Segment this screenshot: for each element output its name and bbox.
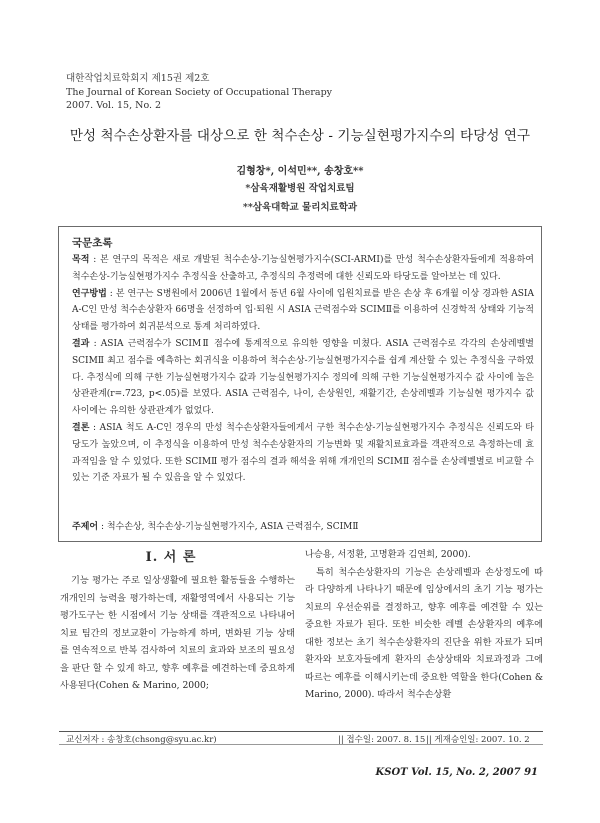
section-heading-introduction: Ⅰ. 서 론 [145,550,197,565]
abstract-purpose [72,252,534,286]
section-text: 본 연구는 S병원에서 2006년 1월에서 동년 6월 사이에 입원치료를 받은 손상 후 6개월 이상 경과한 ASIA A-C인 만성 척수손상환자 66명을 선정하여 입·퇴원 시 ASIA 근력점수와 SCIMⅡ를 이용하여 신경학적 상태와 기능적 상태를 평가하여 회귀분석으로 통계 처리하였다. [72,288,534,333]
section-label: 연구방법 [72,288,107,299]
abstract-conclusion [72,420,534,487]
keywords-text: 척수손상, 척수손상-기능실현평가지수, ASIA 근력점수, SCIMⅡ [106,522,359,532]
label-separator: : [89,422,100,433]
section-text: ASIA 근력점수가 SCIMⅡ 점수에 통계적으로 유의한 영향을 미쳤다. ASIA 근력점수로 각각의 손상레벨별 SCIMⅡ 최고 점수를 예측하는 회귀식을 이용하여 척수손상-기능실현평가지수를 쉽게 계산할 수 있는 추정식을 구하였다. 추정식에 의해 구한 기능실현평가지수 값과 기능실현평가지수 정의에 의해 구한 기능실현평가지수 값 사이에 높은 상관관계(r=.723, p<.05)를 보였다. ASIA 근력점수, 나이, 손상원인, 재활기간, 손상레벨과 기능실현 평가지수 값 사이에는 유의한 상관관계가 없었다. [72,338,534,417]
section-text: 본 연구의 목적은 새로 개발된 척수손상-기능실현평가지수(SCI-ARMI)를 만성 척수손상환자들에게 적용하여 척수손상-기능실현평가지수 추정식을 산출하고, 추정식의 추정력에 대한 신뢰도와 타당도를 알아보는 데 있다. [72,255,534,282]
keywords [72,519,534,532]
abstract-body [72,252,534,487]
author-block [0,162,600,217]
section-label: 결과 [72,338,90,349]
journal-header [66,72,332,113]
abstract-results [72,336,534,420]
intro-paragraph-2: 특히 척수손상환자의 기능은 손상레벨과 손상정도에 따라 다양하게 나타나기 때문에 임상에서의 초기 기능 평가는 치료의 우선순위를 결정하고, 향후 예후를 예견할 수 있는 중요한 자료가 된다. 또한 비슷한 레벨 손상환자의 예후에 대한 정보는 초기 척수손상환자의 진단을 위한 자료가 되며 환자와 보호자들에게 환자의 손상상태와 치료과정과 그에 따르는 예후를 이해시키는데 중요한 역할을 한다(Cohen & Marino, 2000). 따라서 척수손상환 [305,566,543,700]
section-text: ASIA 척도 A-C인 경우의 만성 척수손상환자들에게서 구한 척수손상-기능실현평가지수 추정식은 신뢰도와 타당도가 높았으며, 이 추정식을 이용하여 만성 척수손상환자의 기능변화 및 재활치료효과를 객관적으로 측정하는데 효과적임을 알 수 있었다. 또한 SCIMⅡ 평가 점수의 결과 해석을 위해 개개인의 SCIMⅡ 점수를 손상레벨별로 비교할 수 있는 기준 자료가 될 수 있음을 알 수 있었다. [72,422,534,484]
section-label: 목적 [72,255,90,265]
footer-divider [59,731,543,732]
label-separator: : [89,338,101,349]
citation-continuation: 나승용, 서정환, 고명환과 김연희, 2000). [305,549,471,560]
author-names: 김형창*, 이석민**, 송창호** [236,166,364,177]
accepted-date: || 게재승인일: 2007. 10. 2 [426,735,530,745]
received-date: || 접수일: 2007. 8. 15 [338,735,426,745]
intro-paragraph: 기능 평가는 주로 일상생활에 필요한 활동들을 수행하는 개개인의 능력을 평가하는데, 재활영역에서 사용되는 기능 평가도구는 한 시점에서 기능 상태를 객관적으로 나타내어 치료 팀간의 정보교환이 가능하게 하며, 변화된 기능 상태를 연속적으로 반복 검사하여 치료의 효과와 보조의 필요성을 판단 할 수 있게 하고, 향후 예후를 예견하는데 중요하게 사용된다(Cohen & Marino, 2000; [60,575,295,691]
right-column [305,546,543,704]
journal-volume: 2007. Vol. 15, No. 2 [66,100,162,111]
affiliation-2: **삼육대학교 물리치료학과 [242,202,358,213]
journal-name-english: The Journal of Korean Society of Occupational Therapy [66,86,333,98]
paper-title: 만성 척수손상환자를 대상으로 한 척수손상 - 기능실현평가지수의 타당성 연구 [69,128,531,144]
label-separator: : [106,288,116,299]
journal-name-korean: 대한작업치료학회지 제15권 제2호 [66,73,210,84]
corresponding-author: 교신저자 : 송창호(chsong@syu.ac.kr) [66,735,217,745]
page-footer: KSOT Vol. 15, No. 2, 2007 91 [375,767,538,778]
keywords-label: 주제어 [72,522,99,532]
keywords-separator: : [98,522,107,532]
label-separator: : [89,255,101,265]
left-column [60,572,295,695]
affiliation-1: *삼육재활병원 작업치료팀 [245,183,355,194]
footer-divider-bottom [59,744,543,745]
section-label: 결론 [72,422,90,433]
abstract-heading: 국문초록 [72,237,113,249]
abstract-methods [72,286,534,336]
